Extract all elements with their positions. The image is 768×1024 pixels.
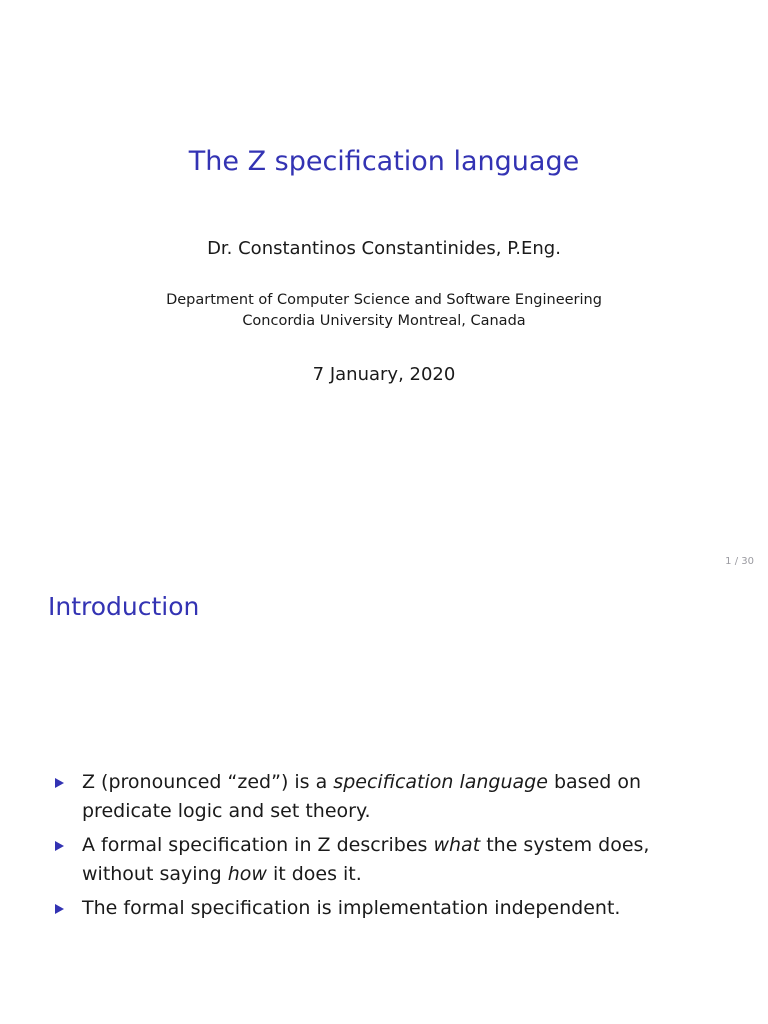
bullet-line: [82, 860, 722, 889]
text-run: without saying: [82, 863, 228, 885]
triangle-right-icon: [55, 841, 64, 851]
text-run: Z (pronounced “zed”) is a: [82, 771, 334, 793]
institute-university: Concordia University Montreal, Canada: [242, 313, 526, 329]
list-item: [82, 768, 722, 826]
bullet-list: [0, 768, 768, 928]
presentation-date: 7 January, 2020: [312, 364, 456, 385]
page-number: 1 / 30: [725, 556, 754, 567]
frame-title: Introduction: [48, 592, 200, 621]
emphasis-text: how: [227, 863, 267, 885]
text-run: the system does,: [480, 834, 650, 856]
institute-department: Department of Computer Science and Software Engineering: [166, 292, 602, 308]
author-name: Dr. Constantinos Constantinides, P.Eng.: [207, 238, 561, 259]
text-run: A formal specification in Z describes: [82, 834, 434, 856]
emphasis-text: specification language: [333, 771, 548, 793]
emphasis-text: what: [433, 834, 481, 856]
introduction-slide: [0, 580, 768, 1024]
list-item: [82, 894, 722, 923]
triangle-right-icon: [55, 904, 64, 914]
presentation-title: The Z specification language: [188, 146, 580, 177]
list-item: [82, 831, 722, 889]
bullet-line: [82, 831, 722, 860]
text-run: based on: [547, 771, 642, 793]
bullet-line: The formal specification is implementation independent.: [82, 897, 621, 919]
text-run: it does it.: [266, 863, 362, 885]
triangle-right-icon: [55, 778, 64, 788]
bullet-line: predicate logic and set theory.: [82, 800, 371, 822]
bullet-line: [82, 768, 722, 797]
